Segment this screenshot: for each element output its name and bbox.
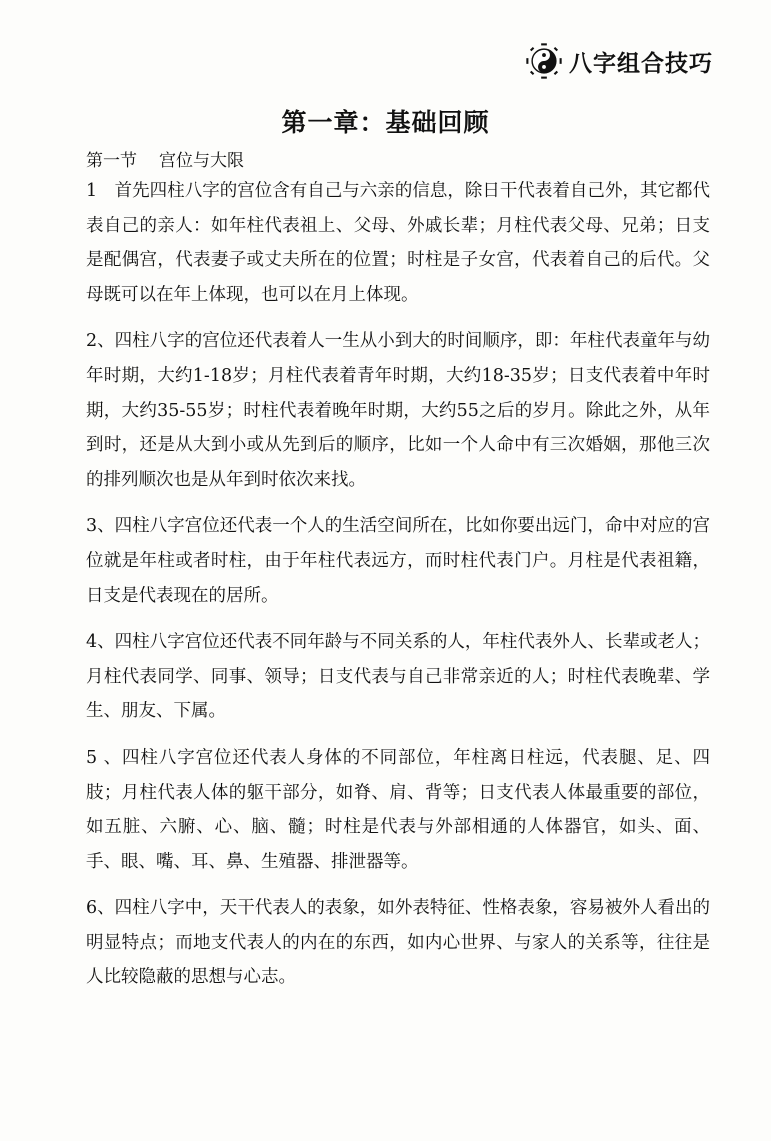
paragraph-3: 3、四柱八字宫位还代表一个人的生活空间所在，比如你要出远门，命中对应的宫位就是年柱或者时柱，由于年柱代表远方，而时柱代表门户。月柱是代表祖籍，日支是代表现在的居所。 [86, 516, 710, 606]
paragraph-5: 5 、四柱八字宫位还代表人身体的不同部位，年柱离日柱远，代表腿、足、四肢；月柱代表人体的躯干部分，如脊、肩、背等；日支代表人体最重要的部位，如五脏、六腑、心、脑、髓；时柱是代表与外部相通的人体器官，如头、面、手、眼、嘴、耳、鼻、生殖器、排泄器等。 [86, 747, 710, 872]
paragraph-6: 6、四柱八字中，天干代表人的表象，如外表特征、性格表象，容易被外人看出的明显特点；而地支代表人的内在的东西，如内心世界、与家人的关系等，往往是人比较隐蔽的思想与心志。 [86, 898, 710, 988]
section-number: 第一节 [86, 151, 137, 171]
paragraph-4: 4、四柱八字宫位还代表不同年龄与不同关系的人，年柱代表外人、长辈或老人；月柱代表同学、同事、领导；日支代表与自己非常亲近的人；时柱代表晚辈、学生、朋友、下属。 [86, 632, 710, 722]
brand-title: 八字组合技巧 [569, 50, 713, 77]
yin-yang-bagua-icon [525, 42, 563, 80]
header-brand [525, 42, 713, 80]
section-heading [86, 146, 244, 171]
paragraph-2: 2、四柱八字的宫位还代表着人一生从小到大的时间顺序，即：年柱代表童年与幼年时期，大约1-18岁；月柱代表着青年时期，大约18-35岁；日支代表着中年时期，大约35-55岁；时柱代表着晚年时期，大约55之后的岁月。除此之外，从年到时，还是从大到小或从先到后的顺序，比如一个人命中有三次婚姻，那他三次的排列顺次也是从年到时依次来找。 [86, 331, 710, 490]
section-name: 宫位与大限 [159, 151, 244, 171]
chapter-title: 第一章：基础回顾 [281, 108, 490, 137]
paragraph-1: 1 首先四柱八字的宫位含有自己与六亲的信息，除日干代表着自己外，其它都代表自己的亲人：如年柱代表祖上、父母、外戚长辈；月柱代表父母、兄弟；日支是配偶宫，代表妻子或丈夫所在的位置；时柱是子女宫，代表着自己的后代。父母既可以在年上体现，也可以在月上体现。 [86, 181, 710, 305]
body-text [86, 174, 710, 1007]
